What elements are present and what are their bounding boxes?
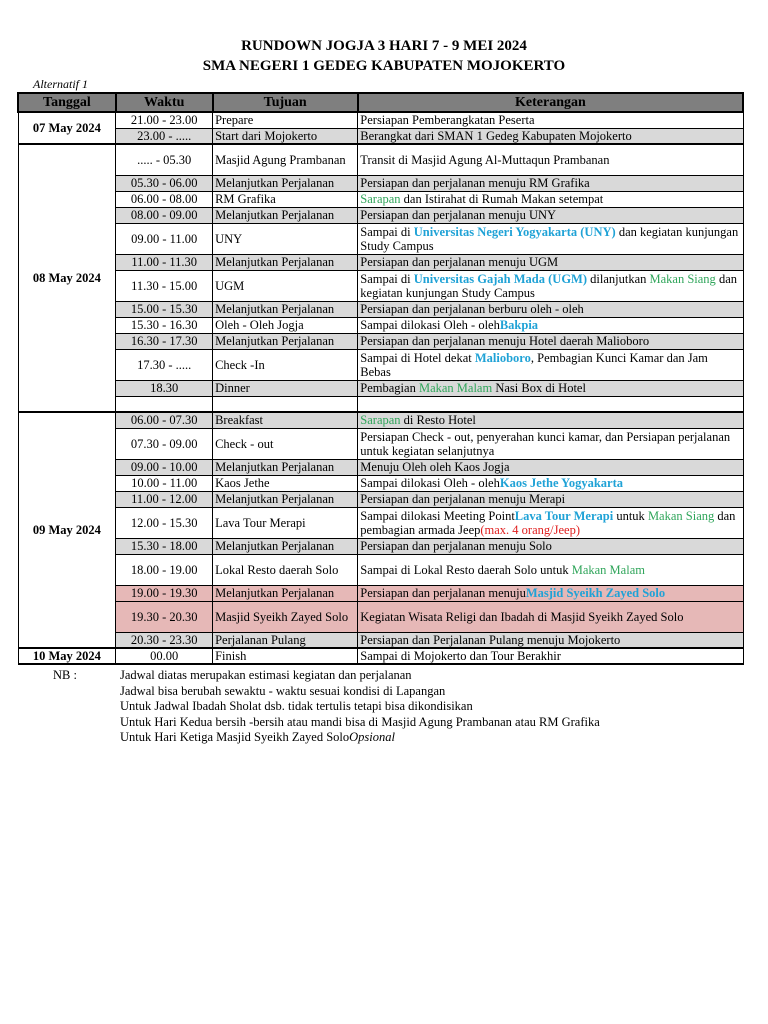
table-row	[18, 601, 743, 632]
keterangan-text: Lava Tour Merapi	[514, 508, 614, 523]
keterangan-cell	[358, 475, 743, 491]
table-row	[18, 428, 743, 459]
date-cell: 07 May 2024	[18, 112, 116, 144]
date-cell: 09 May 2024	[18, 412, 116, 648]
waktu-cell: 21.00 - 23.00	[116, 112, 213, 128]
tujuan-cell: Melanjutkan Perjalanan	[213, 538, 358, 554]
keterangan-text: Nasi Box di Hotel	[492, 381, 586, 395]
keterangan-text: Persiapan dan perjalanan menuju UNY	[360, 208, 557, 222]
date-cell: 10 May 2024	[18, 648, 116, 664]
keterangan-text: Pembagian	[360, 381, 419, 395]
table-row	[18, 648, 743, 664]
tujuan-cell: Lokal Resto daerah Solo	[213, 554, 358, 585]
keterangan-text: Sampai di	[360, 224, 414, 239]
keterangan-text: (max. 4 orang/Jeep)	[480, 522, 580, 537]
keterangan-text: Sampai di Hotel dekat	[360, 350, 475, 365]
waktu-cell: 18.30	[116, 380, 213, 396]
keterangan-text: untuk	[613, 508, 648, 523]
table-row	[18, 144, 743, 175]
keterangan-cell	[358, 601, 743, 632]
keterangan-text: Sampai dilokasi Oleh - oleh	[360, 476, 500, 490]
tujuan-cell: Lava Tour Merapi	[213, 507, 358, 538]
table-row	[18, 191, 743, 207]
table-row	[18, 632, 743, 648]
keterangan-text: Persiapan dan perjalanan menuju RM Grafika	[360, 176, 590, 190]
table-row	[18, 412, 743, 428]
nb-label: NB :	[53, 668, 77, 682]
tujuan-cell: Melanjutkan Perjalanan	[213, 207, 358, 223]
header-waktu: Waktu	[116, 93, 213, 112]
waktu-cell: 06.00 - 08.00	[116, 191, 213, 207]
keterangan-cell	[358, 507, 743, 538]
tujuan-cell: Dinner	[213, 380, 358, 396]
keterangan-text: Sampai dilokasi Meeting Point	[360, 508, 515, 523]
waktu-cell: 11.30 - 15.00	[116, 270, 213, 301]
tujuan-cell: Masjid Syeikh Zayed Solo	[213, 601, 358, 632]
waktu-cell: 09.00 - 10.00	[116, 459, 213, 475]
keterangan-cell	[358, 301, 743, 317]
waktu-cell: 17.30 - .....	[116, 349, 213, 380]
tujuan-cell: Check - out	[213, 428, 358, 459]
header-keterangan: Keterangan	[358, 93, 743, 112]
keterangan-text: Persiapan dan perjalanan menuju Solo	[360, 539, 552, 553]
keterangan-text: Universitas Gajah Mada (UGM)	[413, 271, 587, 286]
note-item: Jadwal bisa berubah sewaktu - waktu sesuai kondisi di Lapangan	[120, 683, 446, 698]
tujuan-cell: Check -In	[213, 349, 358, 380]
keterangan-text: Berangkat dari SMAN 1 Gedeg Kabupaten Mojokerto	[360, 128, 632, 143]
tujuan-cell: Kaos Jethe	[213, 475, 358, 491]
tujuan-cell: Prepare	[213, 112, 358, 128]
tujuan-cell: Start dari Mojokerto	[213, 128, 358, 144]
keterangan-cell	[358, 175, 743, 191]
table-row	[18, 491, 743, 507]
keterangan-cell	[358, 254, 743, 270]
waktu-cell: 00.00	[116, 648, 213, 664]
tujuan-cell: Oleh - Oleh Jogja	[213, 317, 358, 333]
table-body	[18, 112, 743, 664]
table-row	[18, 475, 743, 491]
table-row	[18, 128, 743, 144]
tujuan-cell: Melanjutkan Perjalanan	[213, 585, 358, 601]
header-tanggal: Tanggal	[18, 93, 116, 112]
alternatif-label: Alternatif 1	[33, 77, 88, 91]
tujuan-cell: Finish	[213, 648, 358, 664]
note-item: Untuk Hari Kedua bersih -bersih atau mandi bisa di Masjid Agung Prambanan atau RM Grafika	[120, 714, 600, 729]
table-row	[18, 175, 743, 191]
keterangan-cell	[358, 380, 743, 396]
table-row	[18, 112, 743, 128]
keterangan-cell	[358, 554, 743, 585]
keterangan-text: Sarapan	[360, 413, 401, 428]
tujuan-cell: Melanjutkan Perjalanan	[213, 301, 358, 317]
keterangan-cell	[358, 491, 743, 507]
keterangan-text: dan kegiatan kunjungan Study Campus	[360, 271, 737, 300]
tujuan-cell: Melanjutkan Perjalanan	[213, 175, 358, 191]
keterangan-cell	[358, 333, 743, 349]
tujuan-cell: UGM	[213, 270, 358, 301]
keterangan-text: Kaos Jethe Yogyakarta	[499, 476, 623, 490]
table-row	[18, 207, 743, 223]
waktu-cell: 09.00 - 11.00	[116, 223, 213, 254]
table-row	[18, 317, 743, 333]
table-row	[18, 270, 743, 301]
keterangan-cell	[358, 349, 743, 380]
keterangan-cell	[358, 270, 743, 301]
keterangan-text: Kegiatan Wisata Religi dan Ibadah di Masjid Syeikh Zayed Solo	[360, 609, 684, 624]
table-row	[18, 538, 743, 554]
keterangan-cell	[358, 128, 743, 144]
keterangan-text: Makan Siang	[647, 508, 715, 523]
waktu-cell: ..... - 05.30	[116, 144, 213, 175]
table-row	[18, 507, 743, 538]
keterangan-cell	[358, 648, 743, 664]
keterangan-cell	[358, 538, 743, 554]
keterangan-text: Sarapan	[360, 192, 401, 206]
keterangan-text: Transit di Masjid Agung Al-Muttaqun Prambanan	[360, 152, 610, 167]
table-row	[18, 554, 743, 585]
title-line-2: SMA NEGERI 1 GEDEG KABUPATEN MOJOKERTO	[202, 58, 566, 74]
waktu-cell: 16.30 - 17.30	[116, 333, 213, 349]
note-optional: Opsional	[349, 730, 395, 744]
keterangan-cell	[358, 632, 743, 648]
keterangan-text: Persiapan dan perjalanan menuju Merapi	[360, 492, 566, 506]
table-row	[18, 254, 743, 270]
tujuan-cell: Masjid Agung Prambanan	[213, 144, 358, 175]
tujuan-cell: Perjalanan Pulang	[213, 632, 358, 648]
keterangan-cell	[358, 144, 743, 175]
keterangan-cell	[358, 207, 743, 223]
keterangan-text: Persiapan dan perjalanan menuju	[360, 586, 526, 600]
keterangan-text: Sampai di Lokal Resto daerah Solo untuk	[360, 562, 572, 577]
notes-list	[120, 668, 600, 746]
keterangan-text: Universitas Negeri Yogyakarta (UNY)	[413, 224, 616, 239]
note-item: Jadwal diatas merupakan estimasi kegiatan dan perjalanan	[120, 668, 412, 682]
tujuan-cell: UNY	[213, 223, 358, 254]
keterangan-cell	[358, 412, 743, 428]
date-cell: 08 May 2024	[18, 144, 116, 412]
keterangan-text: dan kegiatan kunjungan Study Campus	[360, 224, 739, 253]
waktu-cell: 11.00 - 11.30	[116, 254, 213, 270]
keterangan-text: Sampai di	[360, 271, 414, 286]
waktu-cell: 20.30 - 23.30	[116, 632, 213, 648]
waktu-cell: 07.30 - 09.00	[116, 428, 213, 459]
keterangan-text: Persiapan Check - out, penyerahan kunci kamar, dan Persiapan perjalanan untuk kegiatan selanjutnya	[360, 429, 731, 458]
tujuan-cell: Melanjutkan Perjalanan	[213, 254, 358, 270]
keterangan-cell	[358, 317, 743, 333]
waktu-cell: 19.30 - 20.30	[116, 601, 213, 632]
waktu-cell: 23.00 - .....	[116, 128, 213, 144]
waktu-cell: 08.00 - 09.00	[116, 207, 213, 223]
keterangan-text: Sampai di Mojokerto dan Tour Berakhir	[360, 649, 561, 663]
table-row	[18, 349, 743, 380]
keterangan-text: Sampai dilokasi Oleh - oleh	[360, 318, 500, 332]
keterangan-text: dan pembagian armada Jeep	[360, 508, 736, 537]
keterangan-cell	[358, 396, 743, 412]
tujuan-cell: Melanjutkan Perjalanan	[213, 333, 358, 349]
waktu-cell: 06.00 - 07.30	[116, 412, 213, 428]
waktu-cell: 11.00 - 12.00	[116, 491, 213, 507]
keterangan-cell	[358, 112, 743, 128]
waktu-cell: 15.30 - 18.00	[116, 538, 213, 554]
keterangan-text: Persiapan dan perjalanan menuju UGM	[360, 255, 559, 269]
keterangan-text: di Resto Hotel	[400, 413, 476, 428]
keterangan-cell	[358, 191, 743, 207]
note-item	[120, 730, 600, 746]
tujuan-cell: Melanjutkan Perjalanan	[213, 491, 358, 507]
keterangan-text: , Pembagian Kunci Kamar dan Jam Bebas	[360, 350, 708, 379]
keterangan-text: Makan Siang	[649, 271, 716, 286]
keterangan-cell	[358, 428, 743, 459]
table-row	[18, 585, 743, 601]
keterangan-text: Masjid Syeikh Zayed Solo	[525, 586, 666, 600]
keterangan-text: dilanjutkan	[587, 271, 650, 286]
keterangan-text: Persiapan Pemberangkatan Peserta	[360, 113, 535, 128]
waktu-cell: 15.00 - 15.30	[116, 301, 213, 317]
note-item: Untuk Jadwal Ibadah Sholat dsb. tidak tertulis tetapi bisa dikondisikan	[120, 699, 473, 713]
header-tujuan: Tujuan	[213, 93, 358, 112]
keterangan-text: dan Istirahat di Rumah Makan setempat	[400, 192, 604, 206]
waktu-cell: 18.00 - 19.00	[116, 554, 213, 585]
keterangan-text: Bakpia	[499, 318, 539, 332]
note-text: Untuk Hari Ketiga Masjid Syeikh Zayed Solo	[120, 730, 350, 744]
keterangan-text: Makan Malam	[571, 562, 645, 577]
waktu-cell: 15.30 - 16.30	[116, 317, 213, 333]
waktu-cell: 19.00 - 19.30	[116, 585, 213, 601]
table-row	[18, 301, 743, 317]
table-row	[18, 380, 743, 396]
keterangan-text: Persiapan dan perjalanan berburu oleh - oleh	[360, 302, 584, 316]
table-row	[18, 223, 743, 254]
keterangan-text: Persiapan dan Perjalanan Pulang menuju Mojokerto	[360, 632, 621, 647]
table-row	[18, 333, 743, 349]
waktu-cell: 10.00 - 11.00	[116, 475, 213, 491]
tujuan-cell	[213, 396, 358, 412]
waktu-cell: 05.30 - 06.00	[116, 175, 213, 191]
keterangan-cell	[358, 223, 743, 254]
keterangan-cell	[358, 585, 743, 601]
tujuan-cell: RM Grafika	[213, 191, 358, 207]
waktu-cell	[116, 396, 213, 412]
keterangan-cell	[358, 459, 743, 475]
table-row	[18, 396, 743, 412]
keterangan-text: Makan Malam	[418, 381, 493, 395]
tujuan-cell: Breakfast	[213, 412, 358, 428]
rundown-table	[17, 92, 744, 665]
title-line-1: RUNDOWN JOGJA 3 HARI 7 - 9 MEI 2024	[241, 38, 527, 54]
keterangan-text: Malioboro	[474, 350, 531, 365]
table-row	[18, 459, 743, 475]
keterangan-text: Menuju Oleh oleh Kaos Jogja	[360, 460, 510, 474]
waktu-cell: 12.00 - 15.30	[116, 507, 213, 538]
keterangan-text: Persiapan dan perjalanan menuju Hotel daerah Malioboro	[360, 334, 650, 348]
tujuan-cell: Melanjutkan Perjalanan	[213, 459, 358, 475]
table-header-row	[18, 93, 743, 112]
